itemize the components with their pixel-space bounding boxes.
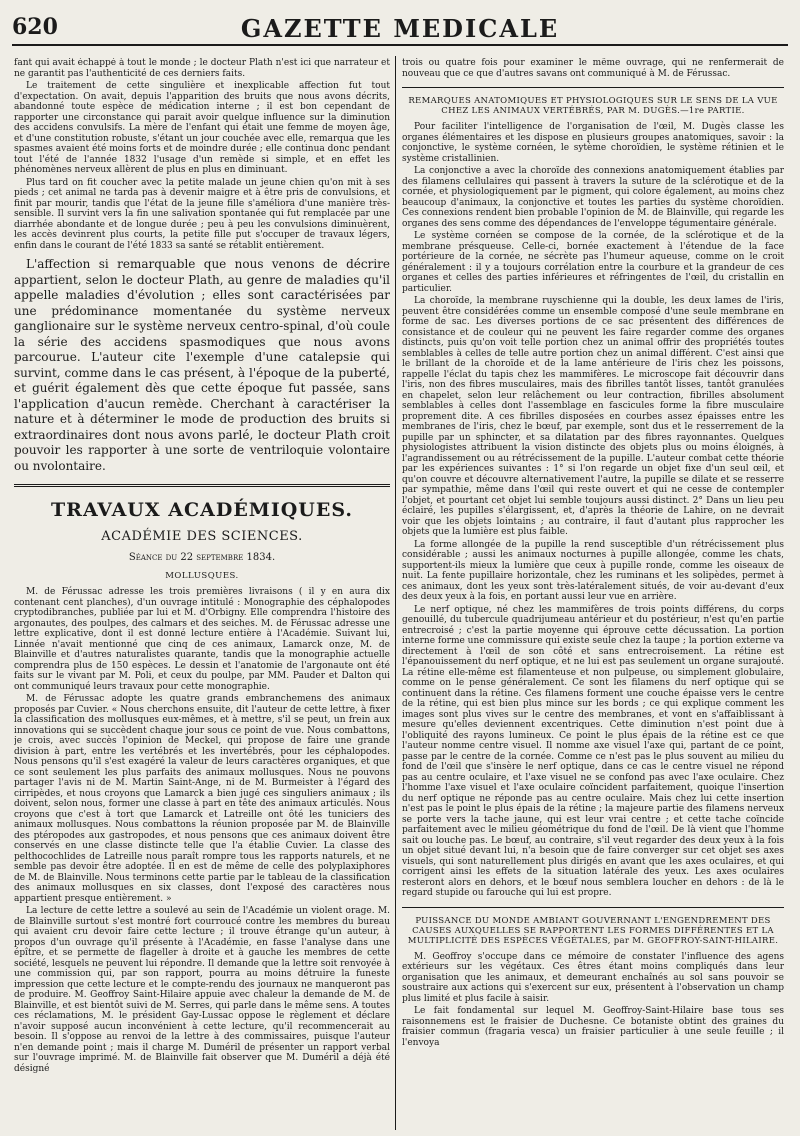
article2-body bbox=[402, 952, 784, 1049]
rubric-heading: MOLLUSQUES. bbox=[165, 571, 239, 581]
masthead-title: GAZETTE MEDICALE bbox=[240, 14, 560, 43]
paragraph: La forme allongée de la pupille la rend susceptible d'un rétrécissement plus considérable ; aussi les animaux nocturnes à pupille allongée, comme les chats, supportent-ils mieux la lumière que ceux à pupille ronde, comme les oiseaux de nuit. La fente pupillaire horizontale, chez les ruminans et les solipèdes, permet à ces animaux, dont les yeux sont très-latéralement situés, de voir au-devant d'eux des deux yeux à la fois, en portant aussi leur vue en arrière. bbox=[402, 539, 784, 602]
paragraph: La choroïde, la membrane ruyschienne qui la double, les deux lames de l'iris, peuvent être considérées comme un ensemble composé d'une seule membrane en forme de sac. Les diverses portions de ce sac présentent des différences de consistance et de couleur qui ne peuvent les faire regarder comme des organes distincts, puis qu'on voit telle portion chez un animal offrir des propriétés toutes semblables à celles de telle autre portion chez un animal différent. C'est ainsi que le brillant de la choroïde et de la lame antérieure de l'iris chez les poissons, rappelle l'éclat du tapis chez les mammifères. Le microscope fait découvrir dans l'iris, non des fibres musculaires, mais des fibrilles tantôt lisses, tantôt granulées en chapelet, selon leur relâchement ou leur contraction, fibrilles absolument semblables à celles dont l'assemblage en fascicules forme la fibre musculaire proprement dite. A ces fibrilles disposées en courbes assez épaisses entre les membranes de l'iris, chez le bœuf, par exemple, sont dus et le resserrement de la pupille par un sphincter, et sa dilatation par des fibres rayonnantes. Quelques physiologistes attribuent la vision distincte des objets plus ou moins éloignés, à l'agrandissement ou au rétrécissement de la pupille. L'auteur combat cette théorie par les expériences suivantes : 1° si l'on regarde un objet fixe d'un seul œil, et qu'on couvre et découvre alternativement l'autre, la pupille se dilate et se resserre par sympathie, même dans l'œil qui reste ouvert et qui ne cesse de contempler l'objet, et pourtant cet objet lui semble toujours aussi distinct. 2° Dans un lieu peu éclairé, les pupilles s'élargissent, et, d'après la théorie de Lahire, on ne devrait voir que les objets lointains ; au contraire, il faut d'autant plus rapprocher les objets que la lumière est plus faible. bbox=[402, 296, 784, 537]
paragraph: Plus tard on fit coucher avec la petite malade un jeune chien qu'on mit à ses pieds ; cet animal ne tarda pas à devenir maigre et à être pris de convulsions, et finit par mourir, tandis que l'état de la jeune fille s'améliora d'une manière très-sensible. Il survint vers la fin une salivation spontanée qui fut remplacée par une diarrhée abondante et de longue durée ; peu à peu les convulsions diminuèrent, les accès devinrent plus courts, la petite fille put s'occuper de travaux légers, enfin dans le courant de l'été 1833 sa santé se rétablit entièrement. bbox=[14, 177, 390, 251]
right-top-text bbox=[402, 58, 784, 79]
article1-body bbox=[402, 122, 784, 899]
paragraph: Le traitement de cette singulière et inexplicable affection fut tout d'expectation. On avait, depuis l'apparition des bruits que nous avons décrits, abandonné toute espèce de médication interne ; il est bon cependant de rapporter une circonstance qui parait avoir quelque influence sur la diminution des accidens convulsifs. La mère de l'enfant qui était une femme de moyen âge, et d'une constitution robuste, s'étant un jour couchée avec elle, remarqua que les spasmes avaient été moins forts et de moindre durée ; elle continua donc pendant tout l'été de l'année 1832 l'usage d'un remède si simple, et en effet les phénomènes nerveux allèrent de plus en plus en diminuant. bbox=[14, 81, 390, 175]
section-rule bbox=[14, 484, 390, 487]
paragraph: M. de Férussac adresse les trois premières livraisons ( il y en aura dix contenant cent planches), d'un ouvrage intitulé : Monographie des céphalopodes cryptodibranches, publiée par lui et M. d'Orbigny. Elle comprendra l'histoire des argonautes, des poulpes, des calmars et des seiches. M. de Férussac adresse une lettre explicative, dont il est donné lecture entière à l'Académie. Suivant lui, Linnée n'avait mentionné que cinq de ces animaux, Lamarck onze, M. de Blainville et d'autres naturalistes quarante, tandis que la monographie actuelle comprendra plus de 150 espèces. Le dessin et l'anatomie de l'argonaute ont été faits sur le vivant par M. Poli, et ceux du poulpe, par MM. Pauder et Dalton qui ont communiqué leurs travaux pour cette monographie. bbox=[14, 587, 390, 692]
left-large-text bbox=[14, 257, 390, 474]
page-number: 620 bbox=[12, 14, 58, 40]
page-header bbox=[12, 14, 788, 46]
section-title: TRAVAUX ACADÉMIQUES. bbox=[51, 499, 353, 521]
paragraph-large: L'affection si remarquable que nous venons de décrire appartient, selon le docteur Plath, au genre de maladies qu'il appelle maladies d'évolution ; elles sont caractérisées par une prédominance momentanée du système nerveux ganglionaire sur le système nerveux centro-spinal, d'où coule la série des accidens spasmodiques que nous avons parcourue. L'auteur cite l'exemple d'une catalepsie qui survint, comme dans le cas présent, à l'époque de la puberté, et guérit également dès que cette époque fut passée, sans l'application d'aucun remède. Cherchant à caractériser la nature et à déterminer le mode de production des bruits si extraordinaires dont nous avons parlé, le docteur Plath croit pouvoir les rapporter à une sorte de ventriloquie volontaire ou nvolontaire. bbox=[14, 257, 390, 473]
article-rule bbox=[402, 907, 784, 908]
paragraph: trois ou quatre fois pour examiner le même ouvrage, qui ne renfermerait de nouveau que ce que d'autres savans ont communiqué à M. de Férussac. bbox=[402, 58, 784, 79]
article-rule bbox=[402, 87, 784, 88]
right-column bbox=[402, 58, 784, 1128]
paragraph: fant qui avait échappé à tout le monde ; le docteur Plath n'est ici que narrateur et ne garantit pas l'authenticité de ces derniers faits. bbox=[14, 58, 390, 79]
left-column bbox=[14, 58, 390, 1128]
left-bottom-text bbox=[14, 587, 390, 1074]
session-date: Séance du 22 septembre 1834. bbox=[128, 552, 276, 563]
academy-title: ACADÉMIE DES SCIENCES. bbox=[101, 529, 303, 544]
paragraph: Le nerf optique, né chez les mammifères de trois points différens, du corps genouillé, du tubercule quadrijumeau antérieur et du postérieur, n'est qu'en partie entrecroisé ; c'est la partie moyenne qui éprouve cette décussation. La portion interne forme une commissure qui existe seule chez la taupe ; la portion externe va directement à l'œil de son côté et sans entrecroisement. La rétine est l'épanouissement du nerf optique, et ne lui est pas seulement un organe surajouté. La rétine elle-même est filamenteuse et non pulpeuse, ou simplement globulaire, comme on le pense généralement. Ce sont les filamens du nerf optique qui se continuent dans la rétine. Ces filamens forment une couche épaisse vers le centre de la rétine, qui est bien plus mince sur les bords ; ce qui explique comment les images sont plus vives sur le centre des membranes, et vont en s'affaiblissant à mesure qu'elles deviennent excentriques. Cette diminution n'est point due à l'obliquité des rayons lumineux. Ce point le plus épais de la rétine est ce que l'auteur nomme centre visuel. Il nomme axe visuel l'axe qui, partant de ce point, passe par le centre de la cornée. Comme ce n'est pas le plus souvent au milieu du fond de l'œil que s'insère le nerf optique, dans ce cas le centre visuel ne répond pas au centre oculaire, et l'axe visuel ne se confond pas avec l'axe oculaire. Chez l'homme l'axe visuel et l'axe oculaire coïncident parfaitement, quoique l'insertion du nerf optique ne réponde pas au centre oculaire. Mais chez lui cette insertion n'est pas le point le plus épais de la rétine ; la majeure partie des filamens nerveux se porte vers la tache jaune, qui est leur vrai centre ; et cette tache coïncide parfaitement avec le milieu géométrique du fond de l'œil. De là vient que l'homme sait ou louche pas. Le bœuf, au contraire, s'il veut regarder des deux yeux à la fois un objet situé devant lui, n'a besoin que de faire converger sur cet objet ses axes visuels, qui sont naturellement plus dirigés en avant que les axes oculaires, et qui corrigent ainsi les effets de la situation latérale des yeux. Les axes oculaires resteront alors en dehors, et le bœuf nous semblera loucher en dehors : de là le regard stupide ou farouche qui lui est propre. bbox=[402, 604, 784, 898]
article-title: REMARQUES ANATOMIQUES ET PHYSIOLOGIQUES SUR LE SENS DE LA VUE CHEZ LES ANIMAUX VERTÉBRÉS, PAR M. DUGÈS.—1re PARTIE. bbox=[408, 96, 778, 116]
paragraph: M. de Férussac adopte les quatre grands embranchemens des animaux proposés par Cuvier. « Nous cherchons ensuite, dit l'auteur de cette lettre, à fixer la classification des mollusques eux-mêmes, et à mettre, s'il se peut, un frein aux innovations qui se succèdent chaque jour sous ce point de vue. Nous combattons, je crois, avec succès l'opinion de Meckel, qui propose de faire une grande division à part, entre les vertébrés et les invertébrés, pour les céphalopodes. Nous pensons qu'il s'est exagéré la valeur de leurs caractères organiques, et que ce sont seulement les plus parfaits des animaux mollusques. Nous ne pouvons partager l'avis ni de M. Martin Saint-Ange, ni de M. Burmeister à l'égard des cirripèdes, et nous croyons que Lamarck a bien jugé ces singuliers animaux ; ils doivent, selon nous, former une classe à part en tête des animaux articulés. Nous croyons que c'est à tort que Lamarck et Latreille ont ôté les tuniciers des animaux mollusques. Nous combattons la réunion proposée par M. de Blainville des ptéropodes aux gastropodes, et nous pensons que ces animaux doivent être conservés en une classe distincte telle que l'a établie Cuvier. La classe des pelthocochlides de Latreille nous paraît rompre tous les rapports naturels, et ne semble pas devoir être adoptée. Il en est de même de celle des polyplaxiphores de M. de Blainville. Nous terminons cette partie par le tableau de la classification des animaux mollusques en six classes, dont l'exposé des caractères nous appartient presque entièrement. » bbox=[14, 694, 390, 904]
paragraph: Pour faciliter l'intelligence de l'organisation de l'œil, M. Dugès classe les organes élémentaires et les dispose en plusieurs groupes anatomiques, savoir : la conjonctive, le système cornéen, le sytème choroïdien, le système rétinien et le système cristallinien. bbox=[402, 122, 784, 164]
column-divider bbox=[395, 56, 396, 1130]
paragraph: La conjonctive a avec la choroïde des connexions anatomiquement établies par des filamens cellulaires qui passent à travers la suture de la sclérotique et de la cornée, et physiologiquement par le pigment, qui colore également, au moins chez beaucoup d'animaux, la conjonctive et toutes les parties du système choroïdien. Ces connexions rendent bien probable l'opinion de M. de Blainville, qui regarde les organes des sens comme des dépendances de l'enveloppe tégumentaire générale. bbox=[402, 166, 784, 229]
paragraph: Le fait fondamental sur lequel M. Geoffroy-Saint-Hilaire base tous ses raisonnemens est le fraisier de Duchesne. Ce botaniste obtint des graines du fraisier commun (fragaria vesca) un fraisier particulier à une seule feuille ; il l'envoya bbox=[402, 1006, 784, 1048]
left-top-text bbox=[14, 58, 390, 251]
paragraph: La lecture de cette lettre a soulevé au sein de l'Académie un violent orage. M. de Blainville surtout s'est montré fort courroucé contre les membres du bureau qui avaient cru devoir faire cette lecture ; il trouve étrange qu'un auteur, à propos d'un ouvrage qu'il présente à l'Académie, en fasse l'analyse dans une épître, et se permette de flageller à droite et à gauche les membres de cette société, lesquels ne peuvent lui répondre. Il demande que la lettre soit renvoyée à une commission qui, par son rapport, pourra au moins détruire la funeste impression que cette lecture et le compte-rendu des journaux ne manqueront pas de produire. M. Geoffroy Saint-Hilaire appuie avec chaleur la demande de M. de Blainville, et est bientôt suivi de M. Serres, qui parle dans le même sens. A toutes ces réclamations, M. le président Gay-Lussac oppose le règlement et déclare n'avoir supposé aucun inconvénient à cette lecture, qu'il recommencerait au besoin. Il s'oppose au renvoi de la lettre à des commissaires, puisque l'auteur n'en demande point ; mais il charge M. Duméril de présenter un rapport verbal sur l'ouvrage imprimé. M. de Blainville fait observer que M. Duméril a déjà été désigné bbox=[14, 906, 390, 1074]
paragraph: M. Geoffroy s'occupe dans ce mémoire de constater l'influence des agens extérieurs sur les végétaux. Ces êtres étant moins compliqués dans leur organisation que les animaux, et demeurant enchaînés au sol sans pouvoir se soustraire aux actions qui s'exercent sur eux, présentent à l'observation un champ plus limité et plus facile à saisir. bbox=[402, 951, 784, 1004]
article-title: PUISSANCE DU MONDE AMBIANT GOUVERNANT L'ENGENDREMENT DES CAUSES AUXQUELLES SE RAPPORTENT LES FORMES DIFFÉRENTES ET LA MULTIPLICITÉ DES ESPÈCES VÉGÉTALES, par M. GEOFFROY-SAINT-HILAIRE. bbox=[407, 915, 779, 946]
paragraph: Le système cornéen se compose de la cornée, de la sclérotique et de la membrane présqueuse. Celle-ci, bornée exactement à l'étendue de la face portérieure de la cornée, ne sécrète pas l'humeur aqueuse, comme on le croit généralement : il y a toujours corrélation entre la courbure et la grandeur de ces organes et celles des parties inférieures et réfringentes de l'œil, du cristallin en particulier. bbox=[402, 231, 784, 294]
